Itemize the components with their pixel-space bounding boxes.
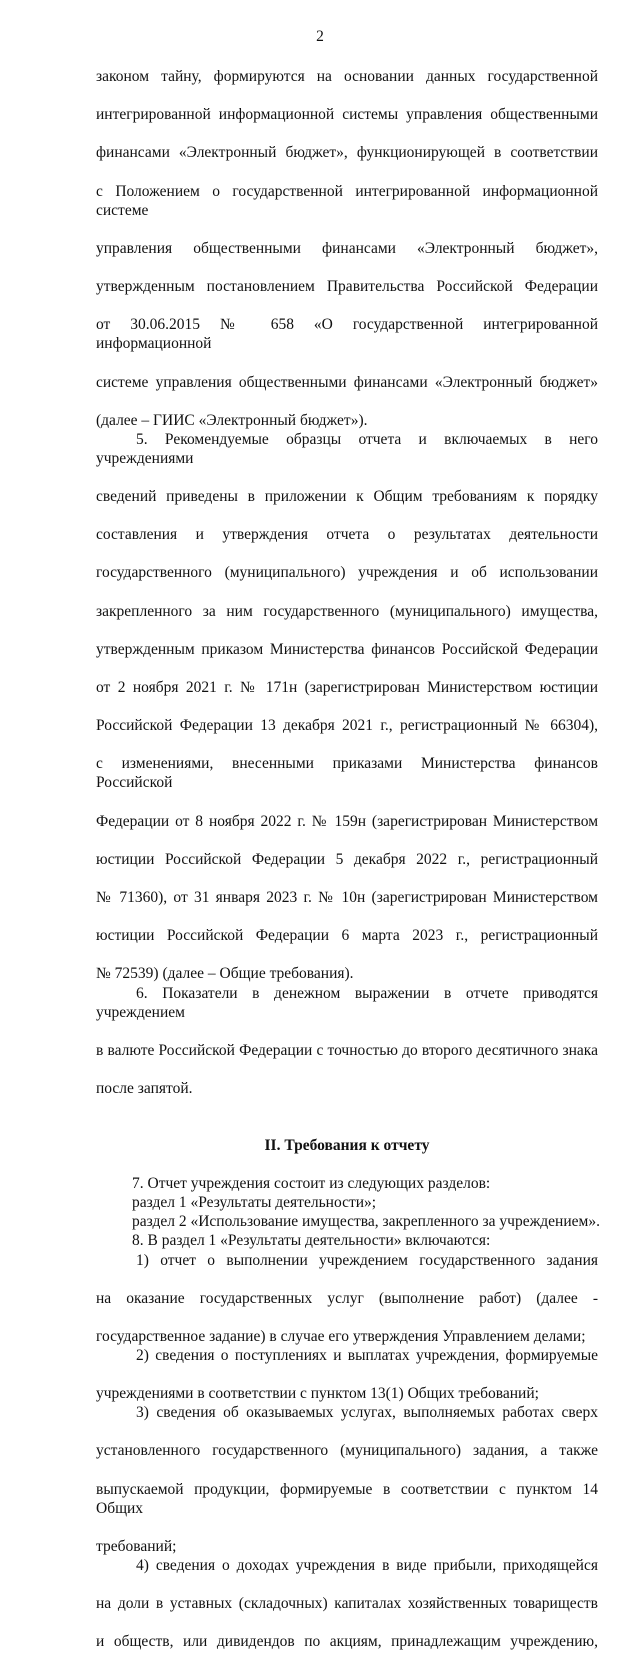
text-line: № 72539) (далее – Общие требования). <box>96 965 354 983</box>
text-line: финансами «Электронный бюджет», функционирующей в соответствии <box>96 144 598 162</box>
text-line: № 71360), от 31 января 2023 г. № 10н (зарегистрирован Министерством <box>96 889 598 907</box>
text-line: и обществ, или дивидендов по акциям, принадлежащим учреждению, <box>96 1633 598 1651</box>
list-line: раздел 2 «Использование имущества, закрепленного за учреждением». <box>132 1213 600 1231</box>
text-line: установленного государственного (муниципального) задания, а также <box>96 1442 598 1460</box>
text-line: интегрированной информационной системы управления общественными <box>96 106 598 124</box>
text-line: на доли в уставных (складочных) капиталах хозяйственных товариществ <box>96 1595 598 1613</box>
text-line: 1) отчет о выполнении учреждением государственного задания <box>136 1251 598 1269</box>
document-body <box>96 67 598 1671</box>
text-line: закрепленного за ним государственного (муниципального) имущества, <box>96 602 598 620</box>
text-line: в валюте Российской Федерации с точностью до второго десятичного знака <box>96 1041 598 1059</box>
text-line: выпускаемой продукции, формируемые в соответствии с пунктом 14 Общих <box>96 1480 598 1517</box>
text-line: Российской Федерации 13 декабря 2021 г., регистрационный № 66304), <box>96 717 598 735</box>
list-line: раздел 1 «Результаты деятельности»; <box>132 1194 377 1212</box>
text-line: сведений приведены в приложении к Общим требованиям к порядку <box>96 488 598 506</box>
text-line: (далее – ГИИС «Электронный бюджет»). <box>96 411 368 429</box>
text-line: юстиции Российской Федерации 5 декабря 2022 г., регистрационный <box>96 850 598 868</box>
text-line: 4) сведения о доходах учреждения в виде прибыли, приходящейся <box>136 1557 598 1575</box>
text-line: учреждениями в соответствии с пунктом 13(1) Общих требований; <box>96 1385 539 1403</box>
section-list <box>96 1174 598 1250</box>
text-line: законом тайну, формируются на основании данных государственной <box>96 68 598 85</box>
text-line: от 2 ноября 2021 г. № 171н (зарегистрирован Министерством юстиции <box>96 679 598 696</box>
text-line: с изменениями, внесенными приказами Министерства финансов Российской <box>96 755 598 792</box>
text-line: после запятой. <box>96 1079 193 1097</box>
text-line: государственного (муниципального) учреждения и об использовании <box>96 564 598 582</box>
text-line: на оказание государственных услуг (выполнение работ) (далее - <box>96 1289 598 1307</box>
page-number: 2 <box>316 28 324 45</box>
paragraphs-top <box>96 67 598 1098</box>
text-line: 6. Показатели в денежном выражении в отчете приводятся учреждением <box>96 984 598 1021</box>
text-line: от 30.06.2015 № 658 «О государственной интегрированной информационной <box>96 316 598 353</box>
text-line: 5. Рекомендуемые образцы отчета и включаемых в него учреждениями <box>96 430 598 467</box>
text-line: с Положением о государственной интегрированной информационной системе <box>96 182 598 219</box>
list-line: 7. Отчет учреждения состоит из следующих разделов: <box>132 1175 491 1193</box>
text-line: 2) сведения о поступлениях и выплатах учреждения, формируемые <box>136 1347 598 1364</box>
text-line: государственное задание) в случае его утверждения Управлением делами; <box>96 1327 586 1345</box>
text-line: утвержденным приказом Министерства финансов Российской Федерации <box>96 640 598 658</box>
paragraphs-bottom <box>96 1251 598 1671</box>
list-line: 8. В раздел 1 «Результаты деятельности» включаются: <box>132 1232 491 1250</box>
text-line: управления общественными финансами «Электронный бюджет», <box>96 239 598 257</box>
text-line: утвержденным постановлением Правительства Российской Федерации <box>96 278 598 296</box>
text-line: юстиции Российской Федерации 6 марта 2023 г., регистрационный <box>96 927 598 945</box>
text-line: системе управления общественными финансами «Электронный бюджет» <box>96 373 598 391</box>
section-title: II. Требования к отчету <box>264 1137 430 1155</box>
text-line: составления и утверждения отчета о результатах деятельности <box>96 526 598 544</box>
text-line: Федерации от 8 ноября 2022 г. № 159н (зарегистрирован Министерством <box>96 812 598 830</box>
text-line: требований; <box>96 1537 177 1555</box>
text-line: 3) сведения об оказываемых услугах, выполняемых работах сверх <box>136 1404 598 1422</box>
